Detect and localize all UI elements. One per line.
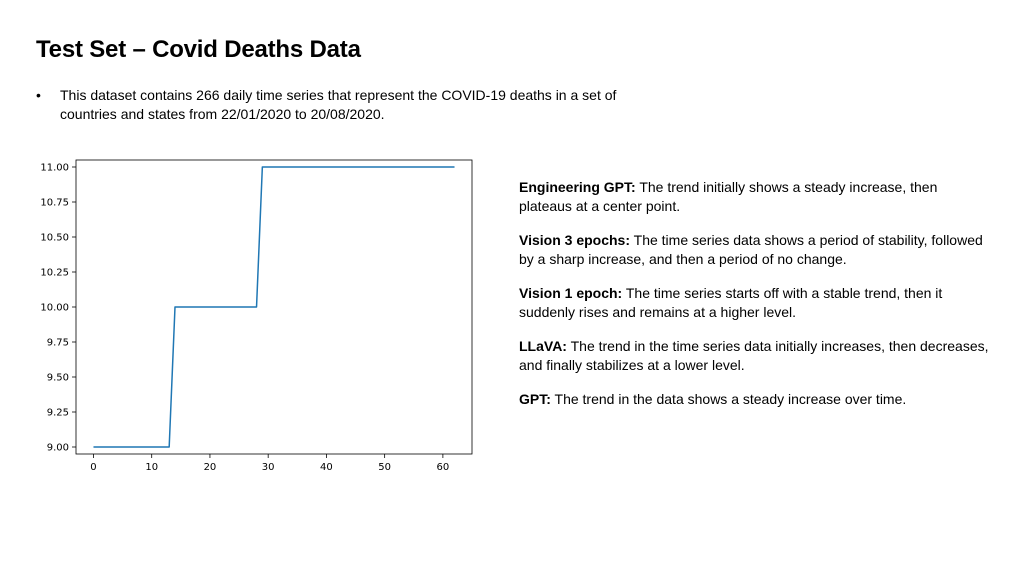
y-tick-label: 11.00 xyxy=(40,162,69,174)
model-description-text: The trend in the data shows a steady increase over time. xyxy=(554,391,907,407)
y-tick-label: 10.25 xyxy=(40,267,69,279)
dataset-bullet xyxy=(36,86,676,124)
x-tick-label: 60 xyxy=(436,462,450,473)
dataset-description: This dataset contains 266 daily time series that represent the COVID-19 deaths in a set of countries and states from 22/01/2020 to 20/08/2020. xyxy=(60,87,617,122)
description-vision-1-epoch xyxy=(519,284,989,322)
model-name: LLaVA: xyxy=(519,338,567,354)
slide-title: Test Set – Covid Deaths Data xyxy=(36,36,361,63)
y-tick-label: 9.25 xyxy=(46,407,69,419)
description-vision-3-epochs xyxy=(519,231,989,269)
model-name: Vision 3 epochs: xyxy=(519,232,630,248)
series-line-0 xyxy=(93,167,454,447)
x-tick-label: 10 xyxy=(145,462,159,473)
plot-frame xyxy=(76,160,472,454)
description-engineering-gpt xyxy=(519,178,989,216)
y-tick-label: 10.50 xyxy=(40,232,69,244)
model-name: Vision 1 epoch: xyxy=(519,285,623,301)
bullet-marker: • xyxy=(36,87,41,103)
x-tick-label: 0 xyxy=(90,462,97,473)
model-name: Engineering GPT: xyxy=(519,179,636,195)
model-description-text: The time series data shows a period of stability, followed by a sharp increase, and then a period of no change. xyxy=(519,232,983,267)
line-chart xyxy=(30,152,480,482)
model-name: GPT: xyxy=(519,391,551,407)
y-tick-label: 9.50 xyxy=(46,372,69,384)
x-tick-label: 30 xyxy=(261,462,275,473)
model-description-text: The trend in the time series data initially increases, then decreases, and finally stabilizes at a lower level. xyxy=(519,338,989,373)
x-tick-label: 20 xyxy=(203,462,217,473)
chart-svg xyxy=(30,152,480,482)
description-llava xyxy=(519,337,989,375)
description-gpt xyxy=(519,390,989,409)
model-descriptions xyxy=(519,178,989,424)
y-tick-label: 10.00 xyxy=(40,302,69,314)
y-tick-label: 9.00 xyxy=(46,442,69,454)
y-tick-label: 9.75 xyxy=(46,337,69,349)
model-description-text: The time series starts off with a stable trend, then it suddenly rises and remains at a higher level. xyxy=(519,285,943,320)
y-tick-label: 10.75 xyxy=(40,197,69,209)
model-description-text: The trend initially shows a steady increase, then plateaus at a center point. xyxy=(519,179,938,214)
x-tick-label: 50 xyxy=(378,462,392,473)
x-tick-label: 40 xyxy=(320,462,333,473)
